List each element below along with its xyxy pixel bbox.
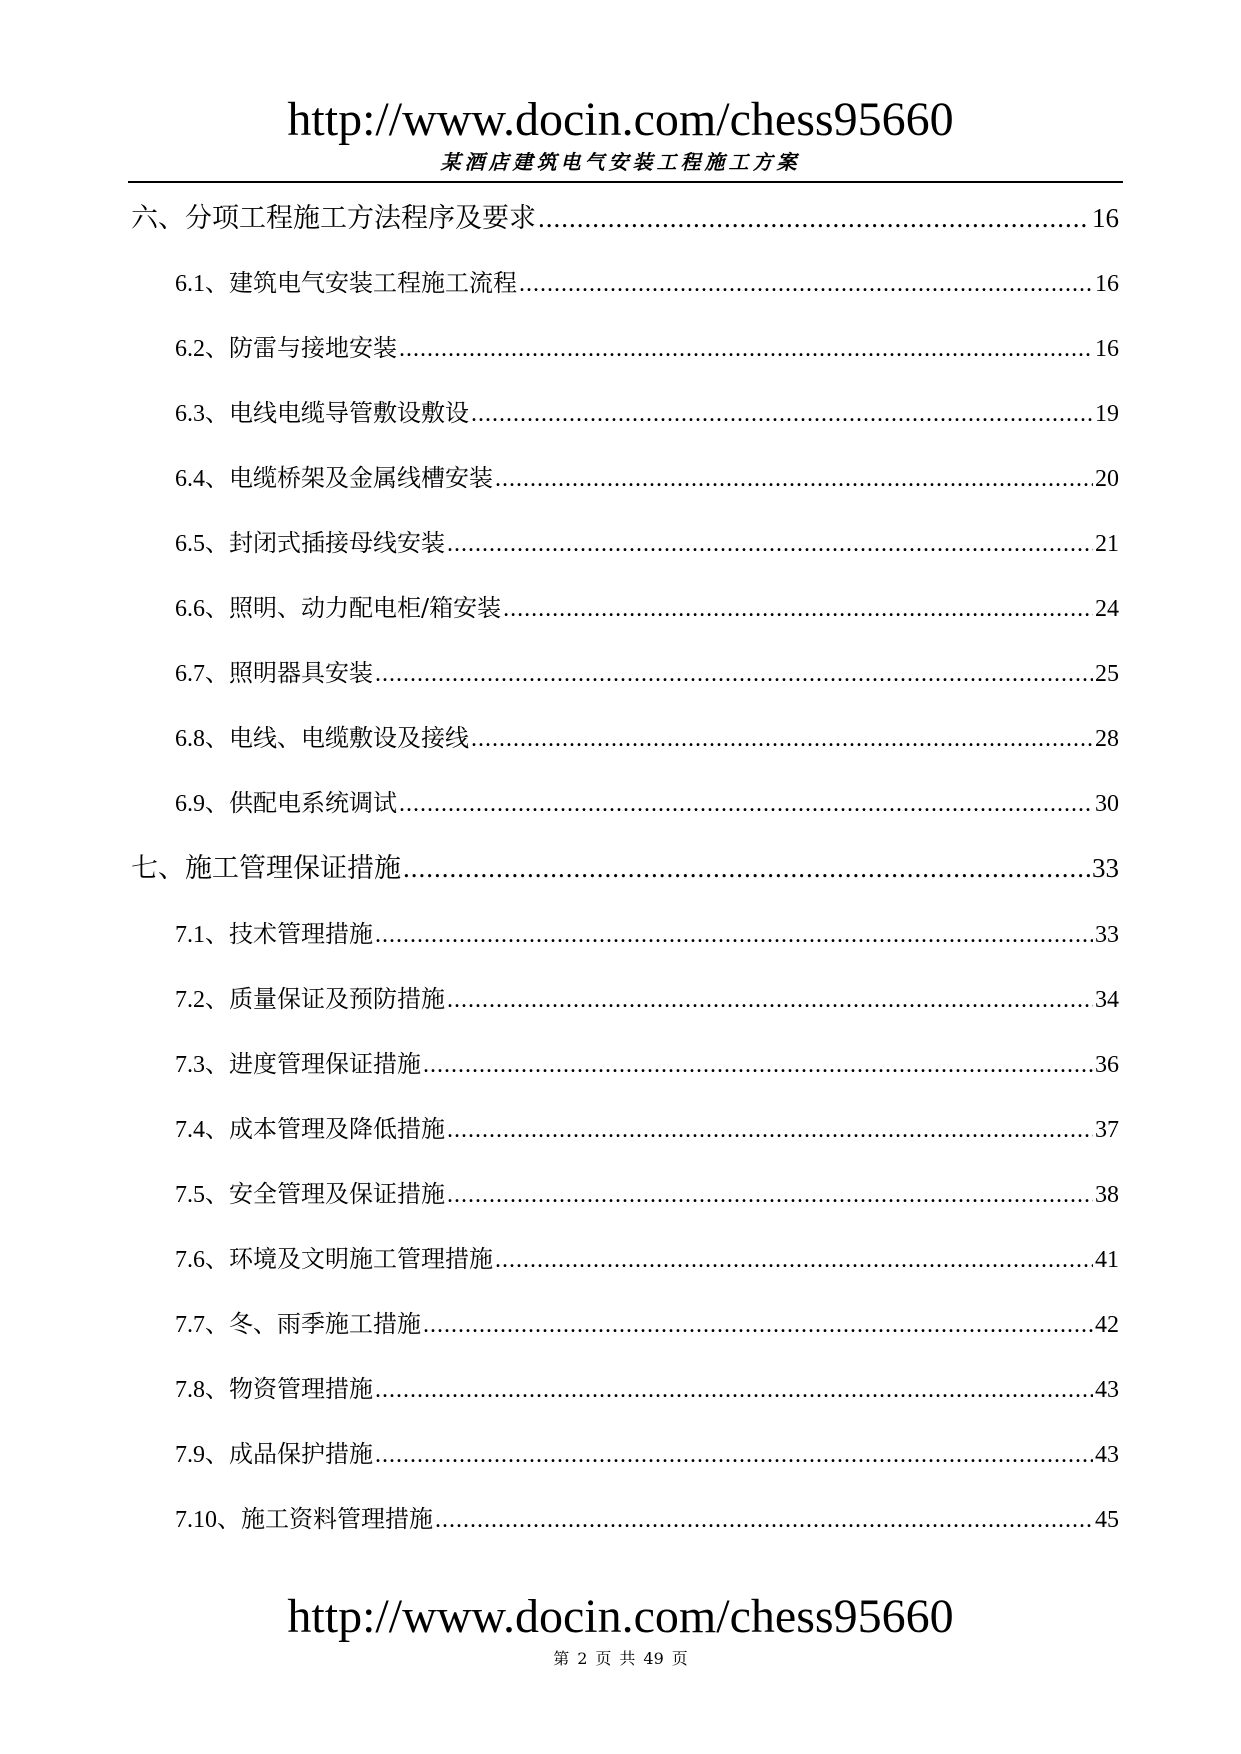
toc-entry-page: 16 xyxy=(1095,336,1119,362)
toc-entry-number: 七、 xyxy=(131,853,185,883)
toc-entry-number: 6.4、 xyxy=(175,466,229,492)
toc-entry-page: 36 xyxy=(1095,1052,1119,1078)
toc-entry-number: 7.6、 xyxy=(175,1247,229,1273)
toc-entry-page: 38 xyxy=(1095,1182,1119,1208)
toc-entry-title: 物资管理措施 xyxy=(229,1375,373,1403)
toc-dot-leader xyxy=(503,591,1093,627)
toc-entry-page: 42 xyxy=(1095,1312,1119,1338)
toc-entry-page: 19 xyxy=(1095,401,1119,427)
toc-entry-7-6[interactable] xyxy=(175,1241,1119,1277)
page-unit: 页 xyxy=(595,1649,612,1668)
toc-entry-7-1[interactable] xyxy=(175,916,1119,952)
toc-entry-title: 电缆桥架及金属线槽安装 xyxy=(229,464,493,492)
toc-dot-leader xyxy=(495,461,1093,497)
footer-url: http://www.docin.com/chess95660 xyxy=(287,1590,954,1643)
toc-entry-6-5[interactable] xyxy=(175,525,1119,561)
toc-entry-number: 7.5、 xyxy=(175,1182,229,1208)
toc-entry-number: 7.10、 xyxy=(175,1507,241,1533)
toc-dot-leader xyxy=(447,1177,1093,1213)
toc-entry-title: 照明器具安装 xyxy=(229,659,373,687)
toc-entry-number: 6.9、 xyxy=(175,791,229,817)
page-number-footer xyxy=(0,1649,1241,1669)
toc-entry-page: 30 xyxy=(1095,791,1119,817)
toc-entry-7-10[interactable] xyxy=(175,1501,1119,1537)
toc-entry-title: 施工资料管理措施 xyxy=(241,1505,433,1533)
toc-entry-title: 成本管理及降低措施 xyxy=(229,1115,445,1143)
toc-entry-page: 33 xyxy=(1095,922,1119,948)
toc-entry-title: 环境及文明施工管理措施 xyxy=(229,1245,493,1273)
toc-entry-page: 21 xyxy=(1095,531,1119,557)
toc-dot-leader xyxy=(538,198,1090,238)
toc-entry-page: 34 xyxy=(1095,987,1119,1013)
toc-entry-page: 41 xyxy=(1095,1247,1119,1273)
toc-entry-section-6[interactable] xyxy=(131,198,1119,238)
total-prefix: 共 xyxy=(619,1649,636,1668)
toc-entry-6-4[interactable] xyxy=(175,460,1119,496)
toc-entry-6-7[interactable] xyxy=(175,655,1119,691)
toc-entry-number: 6.7、 xyxy=(175,661,229,687)
toc-entry-number: 7.9、 xyxy=(175,1442,229,1468)
toc-entry-page: 45 xyxy=(1095,1507,1119,1533)
toc-entry-number: 6.6、 xyxy=(175,596,229,622)
toc-entry-page: 43 xyxy=(1095,1377,1119,1403)
toc-dot-leader xyxy=(495,1242,1093,1278)
toc-entry-title: 封闭式插接母线安装 xyxy=(229,529,445,557)
current-page-number: 2 xyxy=(577,1649,588,1668)
toc-dot-leader xyxy=(447,982,1093,1018)
toc-dot-leader xyxy=(423,1047,1093,1083)
total-unit: 页 xyxy=(671,1649,688,1668)
header-url: http://www.docin.com/chess95660 xyxy=(287,93,954,146)
toc-entry-number: 6.8、 xyxy=(175,726,229,752)
toc-dot-leader xyxy=(471,721,1093,757)
toc-entry-number: 6.1、 xyxy=(175,271,229,297)
toc-entry-7-2[interactable] xyxy=(175,981,1119,1017)
toc-entry-page: 24 xyxy=(1095,596,1119,622)
toc-entry-title: 进度管理保证措施 xyxy=(229,1050,421,1078)
toc-entry-7-8[interactable] xyxy=(175,1371,1119,1407)
toc-entry-number: 7.3、 xyxy=(175,1052,229,1078)
toc-dot-leader xyxy=(447,526,1093,562)
toc-dot-leader xyxy=(399,786,1093,822)
toc-entry-page: 37 xyxy=(1095,1117,1119,1143)
toc-dot-leader xyxy=(447,1112,1093,1148)
toc-entry-6-9[interactable] xyxy=(175,785,1119,821)
toc-entry-number: 7.7、 xyxy=(175,1312,229,1338)
total-page-count: 49 xyxy=(643,1649,664,1668)
toc-entry-6-1[interactable] xyxy=(175,265,1119,301)
toc-entry-title: 电线、电缆敷设及接线 xyxy=(229,724,469,752)
toc-dot-leader xyxy=(375,1437,1093,1473)
toc-entry-title: 建筑电气安装工程施工流程 xyxy=(229,269,517,297)
toc-entry-6-3[interactable] xyxy=(175,395,1119,431)
toc-entry-page: 43 xyxy=(1095,1442,1119,1468)
toc-entry-page: 16 xyxy=(1092,203,1119,233)
toc-dot-leader xyxy=(435,1502,1093,1538)
toc-entry-title: 冬、雨季施工措施 xyxy=(229,1310,421,1338)
toc-entry-title: 成品保护措施 xyxy=(229,1440,373,1468)
toc-dot-leader xyxy=(375,656,1093,692)
toc-entry-6-2[interactable] xyxy=(175,330,1119,366)
toc-entry-6-8[interactable] xyxy=(175,720,1119,756)
toc-entry-6-6[interactable] xyxy=(175,590,1119,626)
toc-entry-title: 防雷与接地安装 xyxy=(229,334,397,362)
toc-entry-7-3[interactable] xyxy=(175,1046,1119,1082)
toc-dot-leader xyxy=(519,266,1093,302)
toc-entry-page: 33 xyxy=(1092,853,1119,883)
toc-entry-section-7[interactable] xyxy=(131,848,1119,888)
toc-entry-7-9[interactable] xyxy=(175,1436,1119,1472)
toc-dot-leader xyxy=(471,396,1093,432)
toc-entry-7-5[interactable] xyxy=(175,1176,1119,1212)
toc-entry-number: 7.2、 xyxy=(175,987,229,1013)
document-title: 某酒店建筑电气安装工程施工方案 xyxy=(440,150,801,174)
toc-entry-title: 分项工程施工方法程序及要求 xyxy=(185,203,536,234)
toc-entry-number: 六、 xyxy=(131,203,185,233)
toc-entry-number: 6.5、 xyxy=(175,531,229,557)
toc-entry-number: 6.2、 xyxy=(175,336,229,362)
toc-entry-7-4[interactable] xyxy=(175,1111,1119,1147)
page-prefix: 第 xyxy=(553,1649,570,1668)
toc-dot-leader xyxy=(399,331,1093,367)
toc-entry-number: 7.1、 xyxy=(175,922,229,948)
toc-entry-title: 技术管理措施 xyxy=(229,920,373,948)
toc-dot-leader xyxy=(403,848,1090,888)
toc-entry-7-7[interactable] xyxy=(175,1306,1119,1342)
toc-entry-title: 施工管理保证措施 xyxy=(185,853,401,884)
toc-entry-title: 安全管理及保证措施 xyxy=(229,1180,445,1208)
toc-entry-page: 20 xyxy=(1095,466,1119,492)
toc-entry-number: 7.4、 xyxy=(175,1117,229,1143)
toc-entry-title: 供配电系统调试 xyxy=(229,789,397,817)
toc-entry-number: 6.3、 xyxy=(175,401,229,427)
toc-entry-title: 质量保证及预防措施 xyxy=(229,985,445,1013)
toc-entry-number: 7.8、 xyxy=(175,1377,229,1403)
toc-entry-page: 28 xyxy=(1095,726,1119,752)
toc-dot-leader xyxy=(423,1307,1093,1343)
toc-dot-leader xyxy=(375,917,1093,953)
toc-entry-page: 25 xyxy=(1095,661,1119,687)
toc-entry-title: 照明、动力配电柜/箱安装 xyxy=(229,594,502,622)
toc-entry-page: 16 xyxy=(1095,271,1119,297)
toc-entry-title: 电线电缆导管敷设敷设 xyxy=(229,399,469,427)
toc-dot-leader xyxy=(375,1372,1093,1408)
